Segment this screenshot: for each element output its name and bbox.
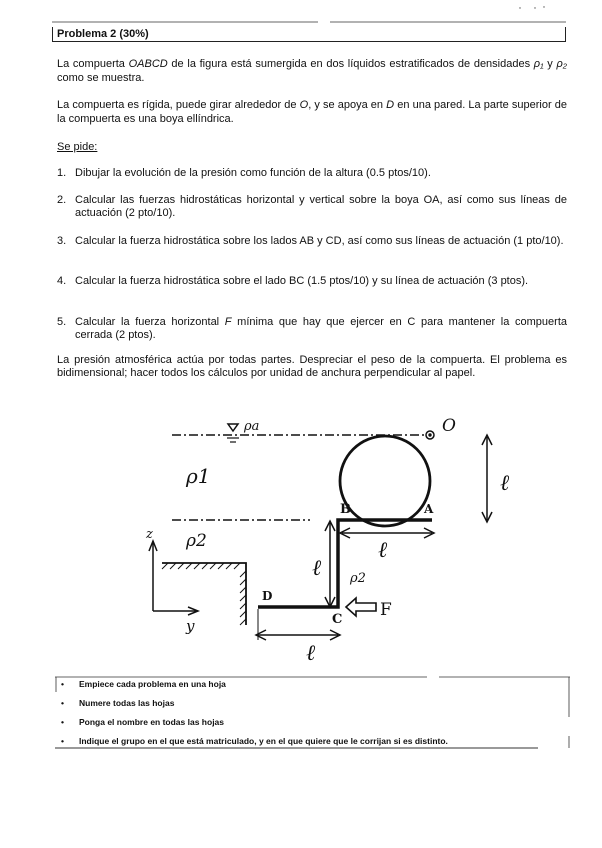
force-arrow-F-icon: [346, 598, 376, 616]
label-rho-2-gate: ρ2: [350, 571, 366, 586]
instructions-box: • Empiece cada problema en una hoja • Numere todas las hojas • Ponga el nombre en todas las hojas • Indique el grupo en el que está matriculado, y en el que quiere que le corrijan si es distinto.: [55, 672, 570, 752]
label-l-DC: ℓ: [306, 641, 316, 665]
list-item: 2. Calcular las fuerzas hidrostáticas horizontal y vertical sobre la boya OA, así como sus líneas de actuación (2 pto/10).: [57, 194, 567, 219]
closing-paragraph: La presión atmosférica actúa por todas partes. Despreciar el peso de la compuerta. El problema es bidimensional; hacer todos los cálculos por unidad de anchura perpendicular al papel.: [57, 354, 567, 379]
se-pide-heading: Se pide:: [57, 141, 98, 153]
intro-paragraph-1: La compuerta OABCD de la figura está sumergida en dos líquidos estratificados de densidades ρ₁ y ρ₂ como se muestra.: [57, 58, 567, 84]
label-A: A: [424, 502, 434, 516]
label-l-BC: ℓ: [312, 556, 322, 581]
label-rho-a: ρa: [244, 419, 260, 434]
label-l-buoy: ℓ: [500, 471, 510, 496]
list-item: 1. Dibujar la evolución de la presión como función de la altura (0.5 ptos/10).: [57, 167, 431, 179]
page-top-rule: [0, 0, 602, 30]
buoy-circle: [340, 436, 430, 526]
label-l-BA: ℓ: [378, 538, 388, 563]
problem-title: Problema 2 (30%): [52, 27, 566, 42]
label-y: y: [186, 617, 195, 635]
list-item: 4. Calcular la fuerza hidrostática sobre el lado BC (1.5 ptos/10) y su línea de actuación (3 ptos).: [57, 275, 529, 287]
label-F: F: [380, 600, 392, 620]
gate-figure: [0, 395, 602, 665]
label-O: O: [442, 416, 456, 436]
label-D: D: [262, 589, 273, 603]
label-rho-1: ρ1: [186, 464, 211, 488]
label-B: B: [340, 502, 351, 517]
intro-paragraph-2: La compuerta es rígida, puede girar alrededor de O, y se apoya en D en una pared. La parte superior de la compuerta es una boya ellíndrica.: [57, 99, 567, 125]
wall: [162, 563, 246, 625]
label-C: C: [332, 612, 343, 627]
list-item: 5. Calcular la fuerza horizontal F mínima que hay que ejercer en C para mantener la compuerta cerrada (2 ptos).: [57, 316, 567, 341]
surface-symbol-icon: [228, 424, 238, 431]
label-z: z: [146, 527, 153, 542]
list-item: 3. Calcular la fuerza hidrostática sobre los lados AB y CD, así como sus líneas de actuación (1 pto/10).: [57, 235, 564, 247]
label-rho-2: ρ2: [186, 531, 207, 551]
